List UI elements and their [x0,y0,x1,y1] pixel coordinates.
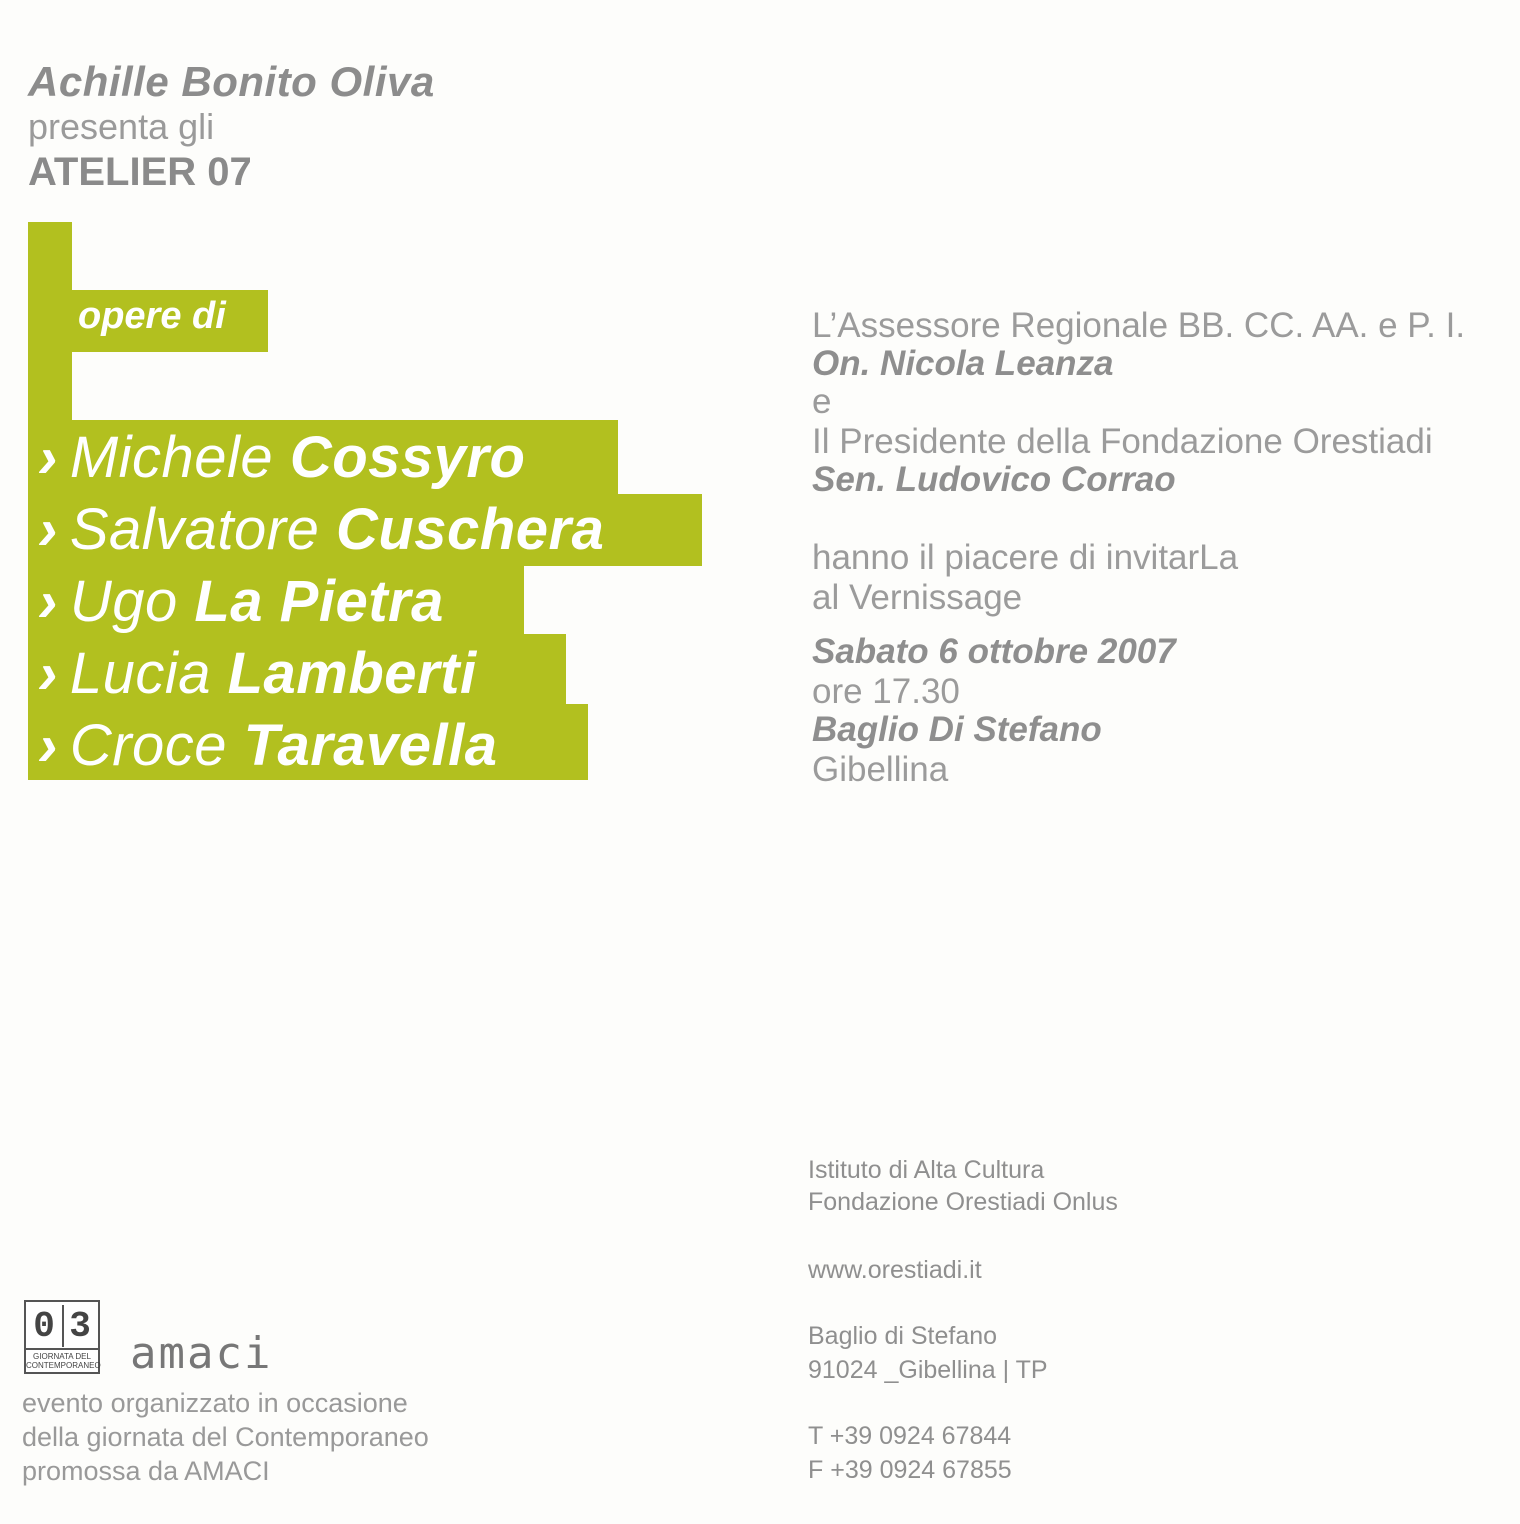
artist-item [38,568,444,635]
footer-line-2: della giornata del Contemporaneo [22,1422,429,1452]
address-line-1: Baglio di Stefano [808,1322,998,1350]
assessor-title: L’Assessore Regionale BB. CC. AA. e P. I. [812,306,1466,345]
chevron-right-icon: › [38,713,58,778]
president-name: Sen. Ludovico Corrao [812,460,1176,499]
artist-first-name: Salvatore [69,497,320,562]
artist-item [38,424,525,491]
logo-caption-line: CONTEMPORANEO [26,1361,101,1370]
event-city: Gibellina [812,750,949,789]
logo-digit: 0 [33,1305,55,1347]
president-title: Il Presidente della Fondazione Orestiadi [812,422,1433,461]
artist-item [38,640,477,707]
logo-digit: 3 [62,1305,96,1347]
event-venue: Baglio Di Stefano [812,710,1102,749]
artist-last-name: Cossyro [289,425,526,490]
chevron-right-icon: › [38,425,58,490]
event-time: ore 17.30 [812,672,960,711]
chevron-right-icon: › [38,497,58,562]
conjunction-text: e [812,382,832,421]
chevron-right-icon: › [38,641,58,706]
presents-text: presenta gli [28,106,215,147]
org-line-1: Istituto di Alta Cultura [808,1156,1045,1184]
curator-name: Achille Bonito Oliva [28,58,435,105]
fax-number: F +39 0924 67855 [808,1456,1012,1484]
footer-line-1: evento organizzato in occasione [22,1388,408,1418]
logo-caption [26,1348,101,1370]
artist-last-name: Cuschera [335,497,605,562]
artist-item [38,712,498,779]
amaci-logo: amaci [130,1328,273,1379]
vernissage-text: al Vernissage [812,578,1023,617]
phone-number: T +39 0924 67844 [808,1422,1012,1450]
artist-last-name: La Pietra [194,569,444,634]
artist-last-name: Lamberti [227,641,477,706]
artist-last-name: Taravella [243,713,498,778]
works-label: opere di [78,295,226,337]
invite-text: hanno il piacere di invitarLa [812,538,1239,577]
logo-caption-line: GIORNATA DEL [33,1352,91,1361]
chevron-right-icon: › [38,569,58,634]
event-date: Sabato 6 ottobre 2007 [812,632,1176,671]
website-link[interactable]: www.orestiadi.it [808,1256,982,1284]
footer-line-3: promossa da AMACI [22,1456,270,1486]
artist-first-name: Lucia [69,641,211,706]
giornata-contemporaneo-logo [24,1300,100,1374]
artist-first-name: Croce [69,713,228,778]
exhibition-title: ATELIER 07 [28,150,252,194]
assessor-name: On. Nicola Leanza [812,344,1114,383]
address-line-2: 91024 _Gibellina | TP [808,1356,1048,1384]
artist-first-name: Ugo [69,569,178,634]
org-line-2: Fondazione Orestiadi Onlus [808,1188,1118,1216]
artist-first-name: Michele [69,425,274,490]
artist-item [38,496,604,563]
